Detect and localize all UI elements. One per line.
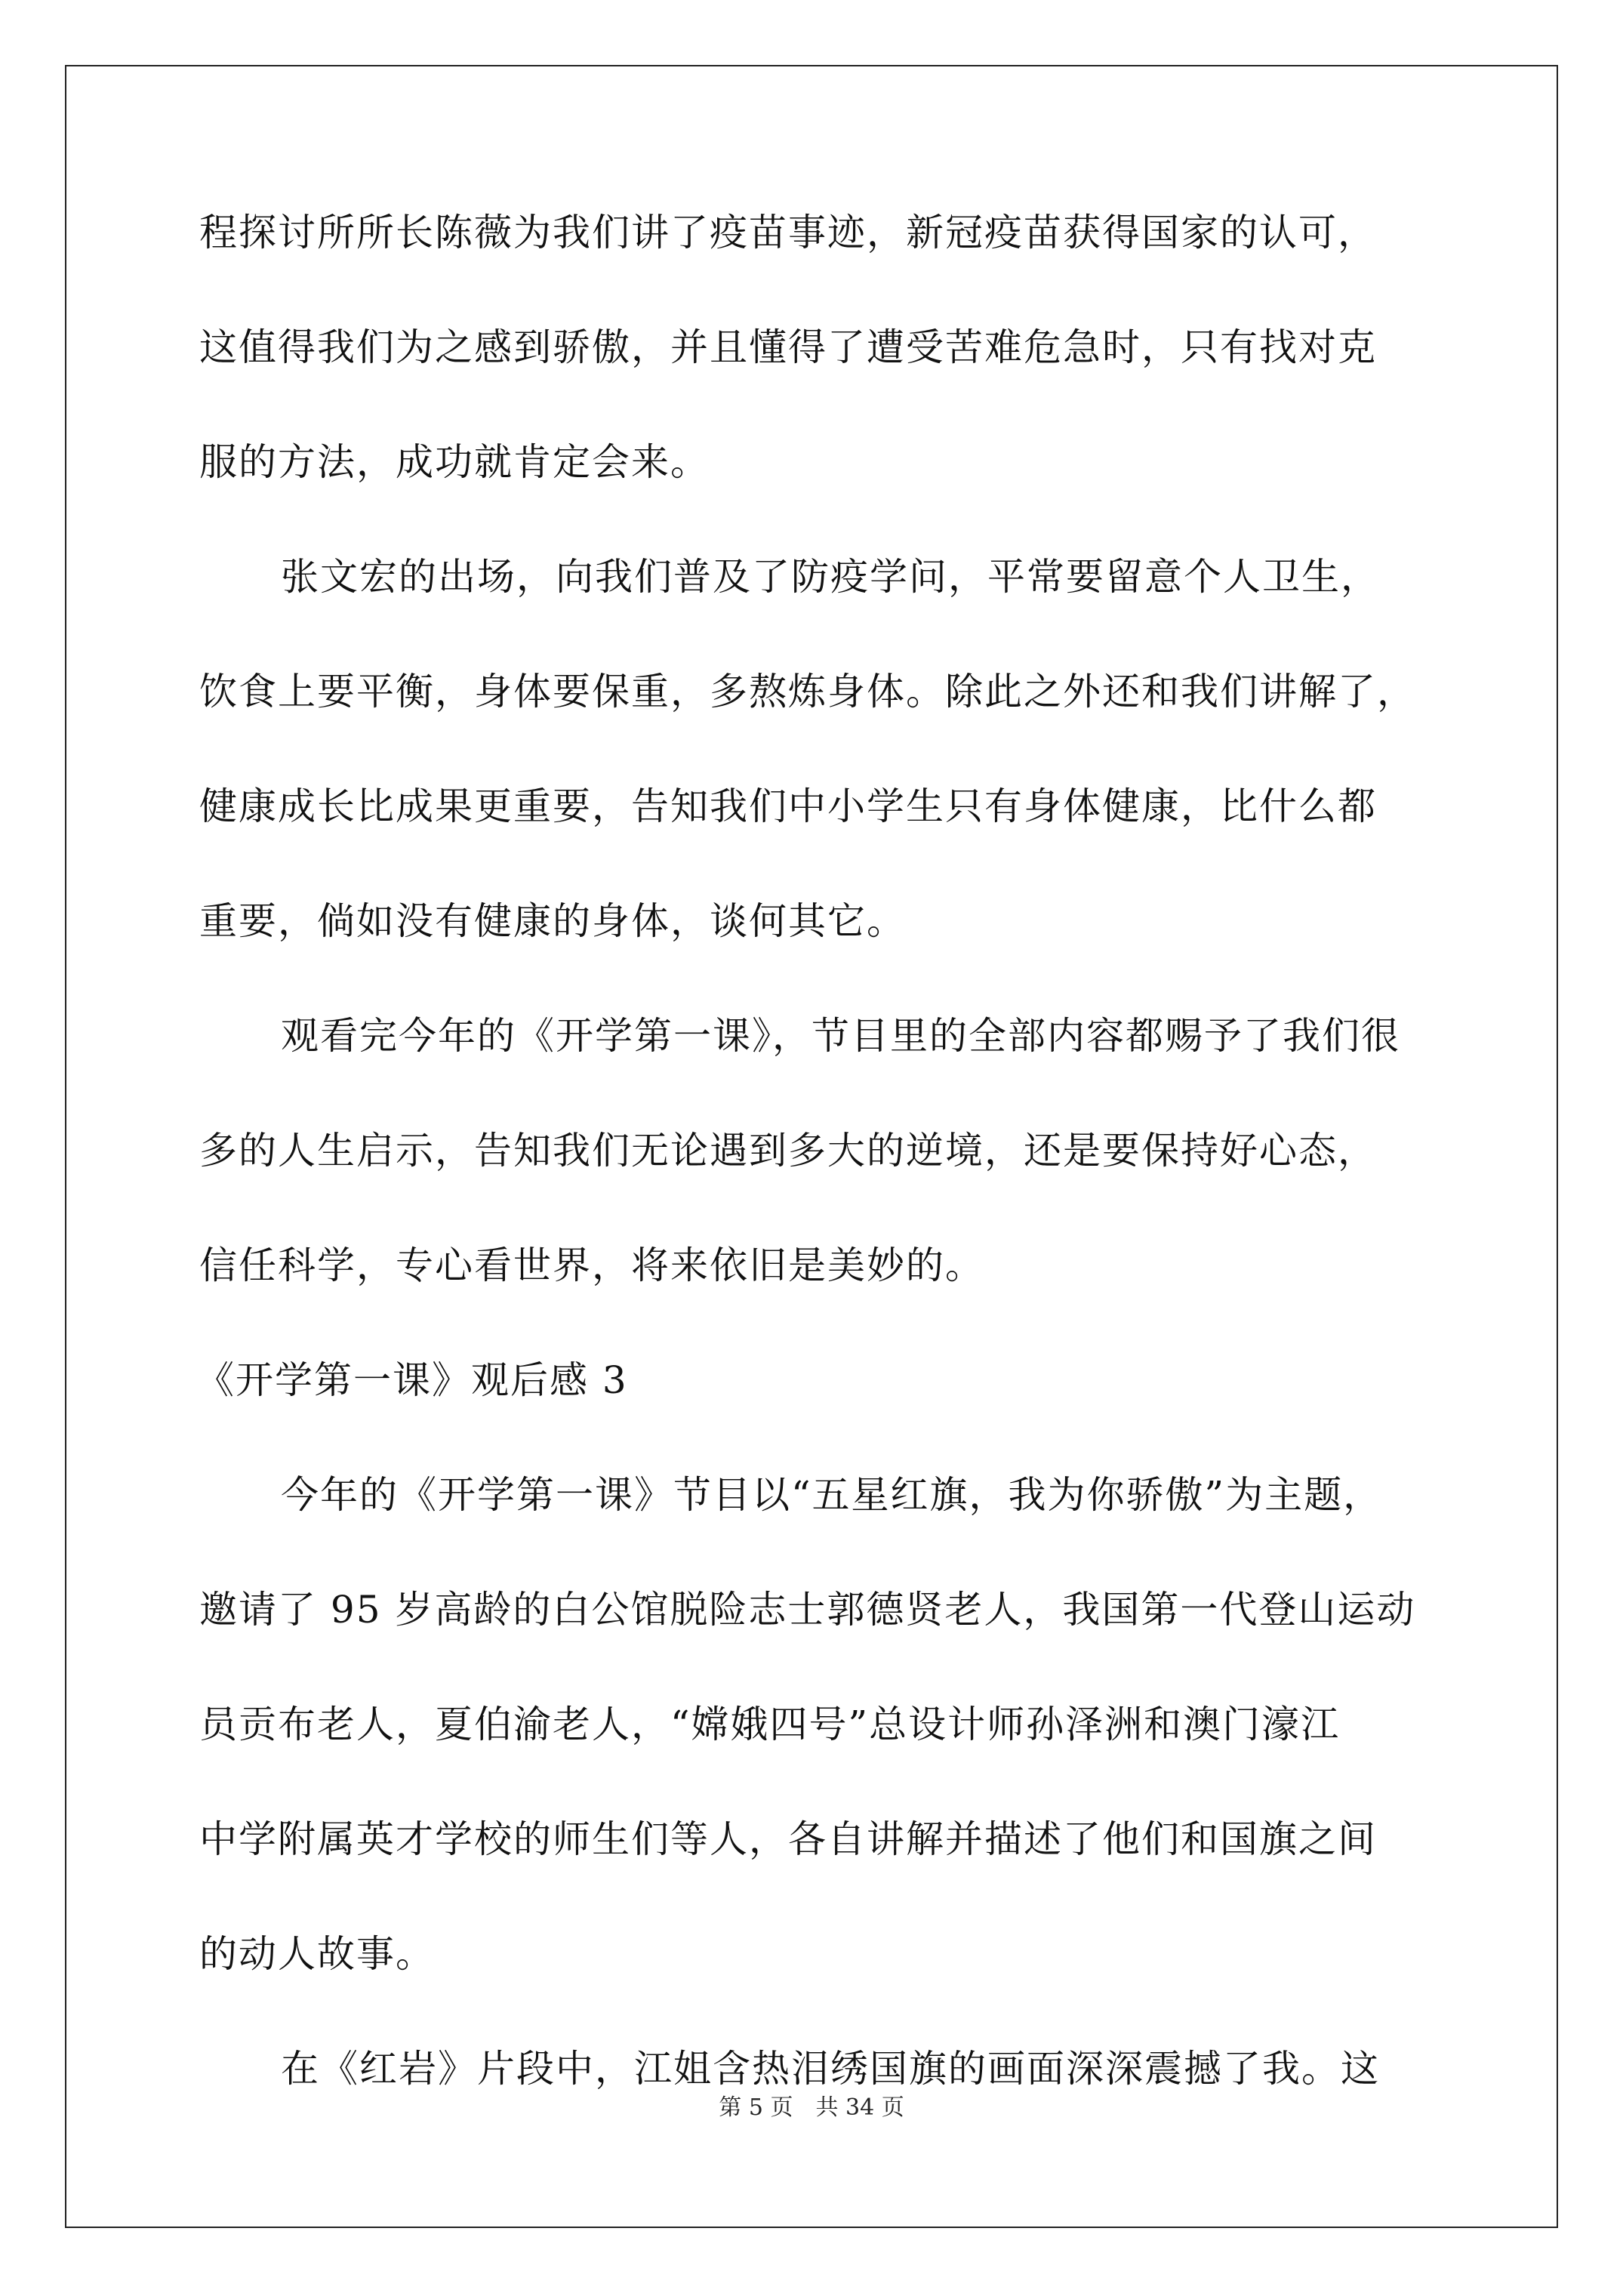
body-line: 员贡布老人，夏伯渝老人，“嫦娥四号”总设计师孙泽洲和澳门濠江 bbox=[199, 1703, 1341, 1746]
body-line: 的动人故事。 bbox=[199, 1932, 435, 1976]
page-number-footer: 第 5 页 共 34 页 bbox=[719, 2094, 904, 2121]
body-line: 信任科学，专心看世界，将来依旧是美妙的。 bbox=[199, 1244, 984, 1287]
paragraph-first-line: 张文宏的出场，向我们普及了防疫学问，平常要留意个人卫生， bbox=[281, 555, 1380, 599]
body-line: 服的方法，成功就肯定会来。 bbox=[199, 440, 710, 484]
paragraph-first-line: 在《红岩》片段中，江姐含热泪绣国旗的画面深深震撼了我。这 bbox=[281, 2047, 1380, 2091]
paragraph-first-line: 今年的《开学第一课》节目以“五星红旗，我为你骄傲”为主题， bbox=[281, 1473, 1383, 1517]
body-line: 饮食上要平衡，身体要保重，多熬炼身体。除此之外还和我们讲解了， bbox=[199, 670, 1416, 713]
paragraph-first-line: 观看完今年的《开学第一课》，节目里的全部内容都赐予了我们很 bbox=[281, 1014, 1400, 1058]
body-line: 程探讨所所长陈薇为我们讲了疫苗事迹，新冠疫苗获得国家的认可， bbox=[199, 211, 1377, 254]
body-line: 多的人生启示，告知我们无论遇到多大的逆境，还是要保持好心态， bbox=[199, 1129, 1377, 1173]
body-line: 邀请了 95 岁高龄的白公馆脱险志士郭德贤老人，我国第一代登山运动 bbox=[199, 1588, 1416, 1632]
body-line: 健康成长比成果更重要，告知我们中小学生只有身体健康，比什么都 bbox=[199, 784, 1377, 828]
body-line: 重要，倘如没有健康的身体，谈何其它。 bbox=[199, 899, 906, 943]
section-heading: 《开学第一课》观后感 3 bbox=[196, 1358, 628, 1402]
body-line: 这值得我们为之感到骄傲，并且懂得了遭受苦难危急时，只有找对克 bbox=[199, 325, 1377, 369]
body-line: 中学附属英才学校的师生们等人，各自讲解并描述了他们和国旗之间 bbox=[199, 1817, 1377, 1861]
